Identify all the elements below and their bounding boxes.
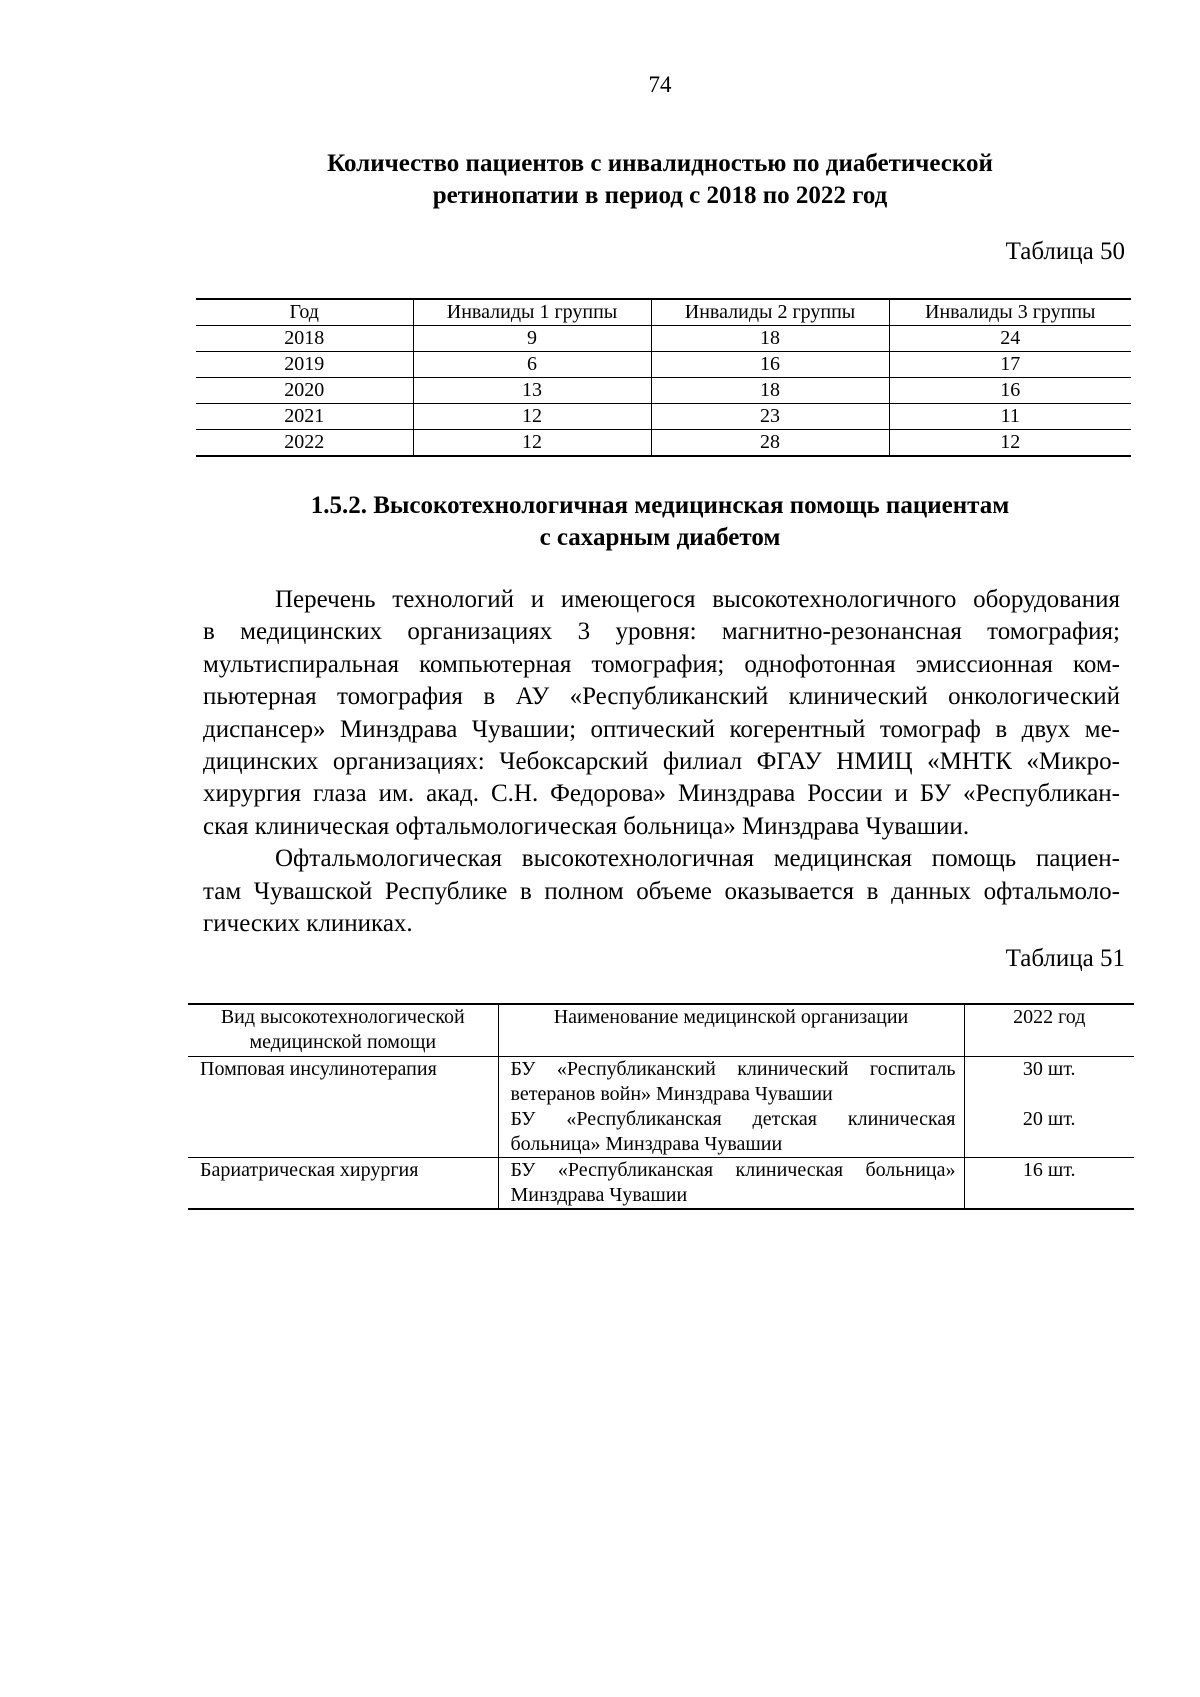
- paragraph-line: хирургия глаза им. акад. С.Н. Федорова» Минздрава России и БУ «Республикан-: [203, 780, 1120, 808]
- quantity: 16 шт.: [1022, 1159, 1076, 1181]
- organization-line: БУ «Республиканская клиническая больница»: [510, 1159, 956, 1181]
- organization-line: больница» Минздрава Чувашии: [510, 1133, 783, 1155]
- table50-header-cell: Инвалиды 3 группы: [889, 299, 1131, 326]
- body-text: [203, 584, 1120, 940]
- table-cell: 2019: [196, 352, 413, 378]
- table50-header-cell: Инвалиды 1 группы: [413, 299, 651, 326]
- table-row: [196, 326, 1131, 352]
- table50-label: Таблица 50: [1005, 238, 1125, 265]
- table-cell: 12: [413, 404, 651, 430]
- table-cell: 16: [651, 352, 889, 378]
- organization: [511, 1158, 956, 1208]
- table51-label: Таблица 51: [1005, 945, 1125, 972]
- table50-header-cell: Инвалиды 2 группы: [651, 299, 889, 326]
- organization-line: БУ «Республиканская детская клиническая: [510, 1108, 956, 1130]
- table-cell: [498, 1057, 964, 1158]
- table50-header-cell: Год: [196, 299, 413, 326]
- table51-header-cell: [188, 1004, 498, 1057]
- organization-line: ветеранов войн» Минздрава Чувашии: [510, 1083, 833, 1105]
- paragraph-line: там Чувашской Республике в полном объеме оказывается в данных офтальмоло-: [203, 877, 1120, 905]
- paragraph-line: в медицинских организациях 3 уровня: магнитно-резонансная томография;: [203, 618, 1120, 646]
- table-cell: 2021: [196, 404, 413, 430]
- paragraph-line: диспансер» Минздрава Чувашии; оптический когерентный томограф в двух ме-: [203, 715, 1120, 743]
- table51-header-row: [188, 1004, 1134, 1057]
- paragraph-line: ская клиническая офтальмологическая больница» Минздрава Чувашии.: [203, 812, 970, 840]
- table-cell: 17: [889, 352, 1131, 378]
- paragraph-line: гических клиниках.: [203, 910, 413, 938]
- table-row: [196, 352, 1131, 378]
- paragraph-2: [203, 843, 1120, 940]
- table-cell: 12: [413, 430, 651, 457]
- table-row: [196, 404, 1131, 430]
- table-cell: 23: [651, 404, 889, 430]
- table-cell: Помповая инсулинотерапия: [188, 1057, 498, 1158]
- quantity: 30 шт.: [1022, 1058, 1076, 1080]
- organization: [511, 1057, 956, 1107]
- table-cell: 6: [413, 352, 651, 378]
- table-row: [196, 378, 1131, 404]
- table50-header-row: [196, 299, 1131, 326]
- table-cell: 18: [651, 378, 889, 404]
- table-cell: 2018: [196, 326, 413, 352]
- paragraph-line: Офтальмологическая высокотехнологичная медицинская помощь пациен-: [275, 845, 1120, 873]
- header-line: Вид высокотехнологической: [220, 1006, 465, 1028]
- table51-header-cell: Наименование медицинской организации: [498, 1004, 964, 1057]
- paragraph-line: Перечень технологий и имеющегося высокотехнологичного оборудования: [275, 586, 1120, 613]
- table51: [188, 1003, 1134, 1210]
- table-row: [188, 1158, 1134, 1210]
- paragraph-line: пьютерная томография в АУ «Республиканский клинический онкологический: [203, 683, 1120, 711]
- table-row: [196, 430, 1131, 457]
- table-cell: [964, 1057, 1134, 1158]
- table50: [196, 298, 1131, 457]
- paragraph-line: дицинских организациях: Чебоксарский филиал ФГАУ НМИЦ «МНТК «Микро-: [203, 748, 1120, 776]
- organization-line: БУ «Республиканский клинический госпиталь: [510, 1058, 956, 1080]
- organization: [511, 1107, 956, 1157]
- table-cell: Бариатрическая хирургия: [188, 1158, 498, 1210]
- header-line: медицинской помощи: [249, 1031, 437, 1053]
- section-heading-line1: 1.5.2. Высокотехнологичная медицинская помощь пациентам: [310, 492, 1010, 519]
- table50-title-line1: Количество пациентов с инвалидностью по диабетической: [327, 150, 993, 177]
- table-cell: [498, 1158, 964, 1210]
- table-cell: 12: [889, 430, 1131, 457]
- organization-line: Минздрава Чувашии: [510, 1184, 688, 1206]
- quantity: 20 шт.: [1022, 1108, 1076, 1130]
- section-heading-line2: с сахарным диабетом: [539, 524, 781, 551]
- table-cell: 24: [889, 326, 1131, 352]
- paragraph-line: мультиспиральная компьютерная томография; однофотонная эмиссионная ком-: [203, 650, 1120, 678]
- table-cell: 2022: [196, 430, 413, 457]
- table-row: [188, 1057, 1134, 1158]
- page-number: 74: [648, 72, 672, 97]
- table-cell: 16: [889, 378, 1131, 404]
- table-cell: 2020: [196, 378, 413, 404]
- table-cell: 18: [651, 326, 889, 352]
- table50-title: [200, 148, 1120, 212]
- table-cell: 11: [889, 404, 1131, 430]
- section-heading: [200, 490, 1120, 554]
- paragraph-1: [203, 584, 1120, 843]
- table50-title-line2: ретинопатии в период с 2018 по 2022 год: [432, 182, 888, 209]
- table-cell: 28: [651, 430, 889, 457]
- table-cell: [964, 1158, 1134, 1210]
- table51-header-cell: 2022 год: [964, 1004, 1134, 1057]
- table-cell: 13: [413, 378, 651, 404]
- table-cell: 9: [413, 326, 651, 352]
